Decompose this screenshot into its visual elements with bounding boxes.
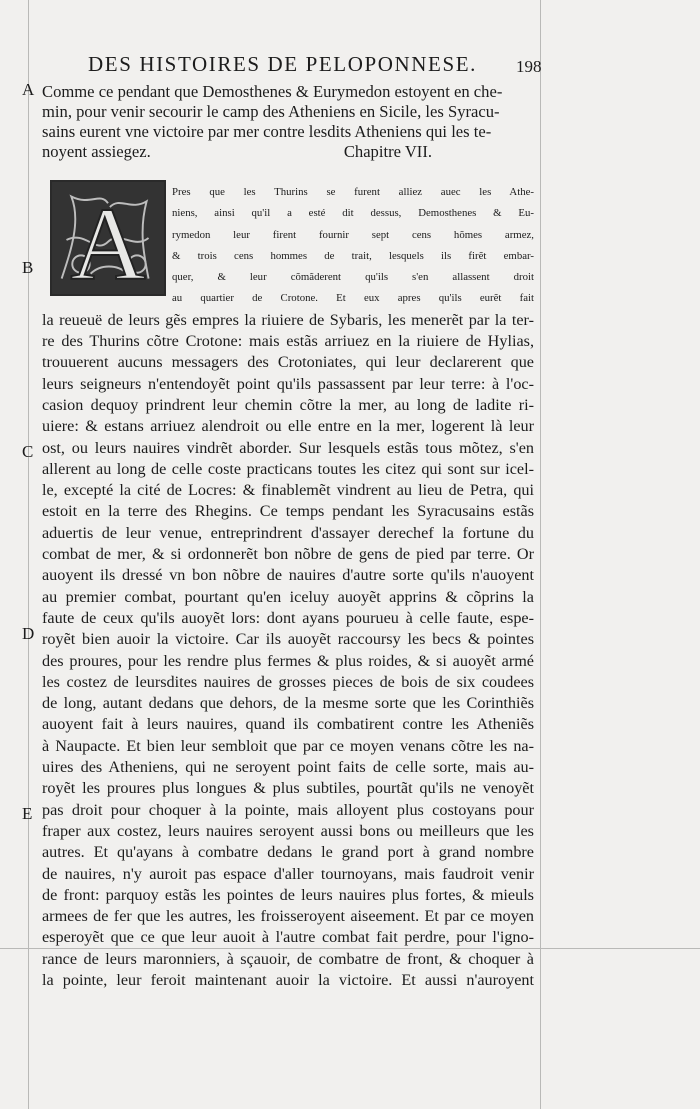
text-line: re des Thurins cõtre Crotone: mais estãs arriuez en la riuiere de Hylias, — [42, 332, 534, 351]
margin-letter-d: D — [22, 624, 35, 643]
text-line: trouuerent aucuns messagers des Crotoniates, qui leur declarerent que — [42, 353, 534, 372]
text-line: estoit en la terre des Rhegins. Ce temps pendant les Syracusains estãs — [42, 502, 534, 521]
text-line: à Naupacte. Et bien leur sembloit que par ce moyen venans cõtre les na- — [42, 736, 534, 755]
text-line: de front: parquoy estãs les pointes de leurs nauires plus fortes, & mieuls — [42, 885, 534, 904]
text-line: casion dequoy prindrent leur chemin cõtre la mer, au long de ladite ri- — [42, 395, 534, 414]
running-head: DES HISTOIRES DE PELOPONNESE. — [88, 52, 478, 76]
text-line: royẽt les proures plus longues & plus subtiles, pourtãt qu'ils ne venoyẽt — [42, 779, 534, 798]
scan-grid-line — [28, 0, 29, 1109]
text-line: rance de leurs maronniers, à sçauoir, de combatre de front, & choquer à — [42, 949, 534, 968]
summary-line: sains eurent vne victoire par mer contre lesdits Atheniens qui les te- — [42, 122, 492, 141]
chapter-summary — [42, 82, 532, 162]
text-line: Pres que les Thurins se furent alliez auec les Athe- — [172, 186, 534, 198]
text-line: leurs seigneurs n'entendoyẽt point qu'ils passassent par leur terre: à l'oc- — [42, 374, 534, 393]
margin-letter-a: A — [22, 80, 35, 99]
text-line: rymedon leur firent fournir sept cens hõmes armez, — [172, 228, 534, 241]
text-line: fraper aux costez, leurs nauires seroyent aussi bons ou meilleurs que les — [42, 821, 534, 840]
text-line: uires des Atheniens, qui ne seroyent point faits de celle sorte, mais au- — [42, 758, 534, 777]
text-line: le, excepté la cité de Locres: & finablemẽt vindrent au lieu de Petra, qui — [42, 481, 534, 500]
text-line: uiere: & estans arriuez alendroit ou elle entre en la mer, logerent là leur — [42, 417, 534, 436]
text-line: esperoyẽt que ce que leur auoit à l'autre combat fait perdre, pour l'igno- — [42, 928, 534, 947]
margin-letter-c: C — [22, 442, 34, 461]
text-line: au quartier de Crotone. Et eux apres qu'ils eurẽt fait — [172, 292, 534, 305]
initial-letter: A — [70, 185, 146, 294]
text-line: la pointe, leur feroit maintenant auoir la victoire. Et aussi n'auroyent — [42, 970, 534, 989]
text-line: la reueuë de leurs gẽs empres la riuiere de Sybaris, les menerẽt par la ter- — [42, 310, 534, 329]
scan-grid-line — [540, 0, 541, 1109]
summary-line: min, pour venir secourir le camp des Atheniens en Sicile, les Syracu- — [42, 102, 500, 121]
page-number: 198 — [516, 57, 542, 76]
text-line: royẽt bien auoir la victoire. Car ils auoyẽt raccoursy les becs & pointes — [42, 630, 534, 649]
text-line: les costez de leursdites nauires de grosses pieces de bois de six coudees — [42, 672, 534, 691]
text-line: des proures, pour les rendre plus fermes & plus roides, & si auoyẽt armé — [42, 651, 534, 670]
chapter-heading: Chapitre VII. — [343, 142, 432, 161]
summary-line: Comme ce pendant que Demosthenes & Eurymedon estoyent en che- — [42, 82, 503, 101]
text-line: aduertis de leur venue, entreprindrent d'assayer derechef la fortune du — [42, 523, 534, 542]
text-line: faute de ceux qu'ils auoyẽt lors: dont ayans pourueu à celle faute, espe- — [42, 608, 534, 627]
text-line: niens, ainsi qu'il a esté dit dessus, Demosthenes & Eu- — [172, 207, 534, 220]
margin-letter-e: E — [22, 804, 33, 823]
text-line: auoyent ils dressé vn bon nõbre de nauires d'autre sorte qu'ils n'auoyent — [42, 566, 534, 585]
text-line: au premier combat, pourtant qu'en iceluy auoyẽt apprins & cõprins la — [42, 587, 534, 606]
text-line: ost, ou leurs nauires vindrẽt aborder. Sur lesquels estãs tous mõtez, s'en — [42, 438, 534, 457]
text-line: & trois cens hommes de trait, lesquels ils firẽt embar- — [172, 249, 534, 262]
text-line: armees de fer que les autres, les froisseroyent aiseement. Et par ce moyen — [42, 907, 534, 926]
margin-letter-b: B — [22, 258, 34, 277]
text-line: auoyent fait à leurs nauires, quand ils combatirent contre les Atheniẽs — [42, 715, 534, 734]
text-line: de nauires, n'y auroit pas espace d'aller tournoyans, mais faudroit venir — [42, 864, 534, 883]
summary-line: noyent assiegez. — [42, 142, 151, 161]
text-line: pas droit pour choquer à la pointe, mais alloyent plus costoyans pour — [42, 800, 534, 819]
text-line: allerent au long de celle coste practicans toutes les citez qui sont sur icel- — [42, 459, 534, 478]
text-line: de long, autant dedans que dehors, de la mesme sorte que les Corinthiẽs — [42, 694, 534, 713]
text-line: combat de mer, & si ordonnerẽt bon nõbre de gens de pied par terre. Or — [42, 545, 534, 564]
body-text — [42, 182, 534, 991]
text-line: quer, & leur cõmãderent qu'ils s'en allassent droit — [172, 271, 534, 284]
text-line: autres. Et qu'ayans à combatre dedans le grand port à grand nombre — [42, 843, 534, 862]
